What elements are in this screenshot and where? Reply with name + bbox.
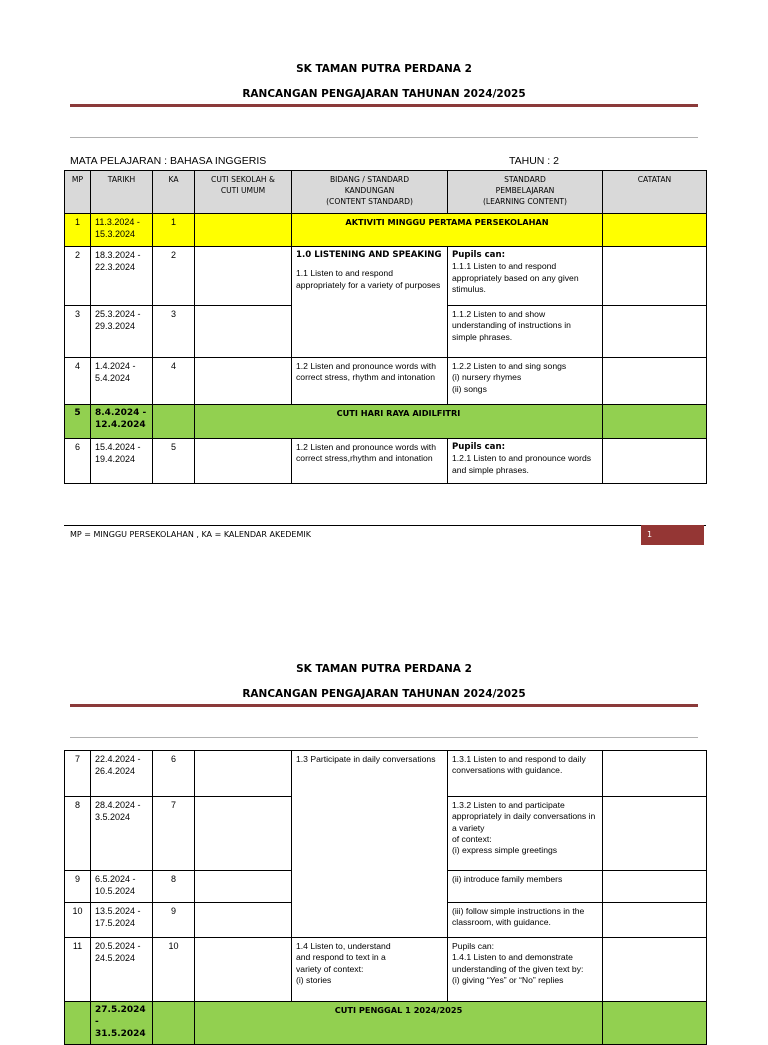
content-line: variety of context:: [296, 963, 364, 974]
notes-cell: [603, 306, 707, 358]
ka-cell: 5: [153, 439, 195, 484]
holiday-cell: [195, 358, 292, 405]
date-cell: 13.5.2024 - 17.5.2024: [91, 903, 153, 938]
holiday-banner: CUTI HARI RAYA AIDILFITRI: [195, 405, 603, 439]
mp-cell: 5: [65, 405, 91, 439]
table-row: [65, 405, 707, 439]
ka-cell: 10: [153, 938, 195, 1002]
mp-cell: 10: [65, 903, 91, 938]
ka-cell: 3: [153, 306, 195, 358]
year-label: TAHUN : 2: [509, 155, 559, 167]
learning-heading: Pupils can:: [452, 250, 506, 260]
learning-line: of context:: [452, 834, 492, 845]
col-mp: MP: [65, 171, 91, 214]
plan-table-page-1: [64, 170, 707, 484]
holiday-cell: [195, 247, 292, 306]
holiday-cell: [195, 871, 292, 903]
learning-line: (i) nursery rhymes: [452, 372, 522, 383]
col-ka: KA: [153, 171, 195, 214]
mp-cell: 4: [65, 358, 91, 405]
notes-cell: [603, 439, 707, 484]
notes-cell: [603, 214, 707, 247]
school-name: SK TAMAN PUTRA PERDANA 2: [296, 663, 472, 675]
notes-cell: [603, 247, 707, 306]
footer-rule: [64, 525, 706, 526]
notes-cell: [603, 903, 707, 938]
divider: [70, 137, 698, 138]
col-cuti: CUTI SEKOLAH & CUTI UMUM: [195, 171, 292, 214]
notes-cell: [603, 938, 707, 1002]
date-cell: 20.5.2024 - 24.5.2024: [91, 938, 153, 1002]
learning-standard-cell: [448, 306, 603, 358]
notes-cell: [603, 1002, 707, 1045]
content-text: 1.2 Listen and pronounce words with correct stress, rhythm and intonation: [296, 361, 436, 383]
ka-cell: [153, 405, 195, 439]
holiday-cell: [195, 306, 292, 358]
col-bidang: BIDANG / STANDARD KANDUNGAN (CONTENT STANDARD): [292, 171, 448, 214]
learning-text: 1.2.1 Listen to and pronounce words and simple phrases.: [452, 453, 592, 475]
mp-cell: 7: [65, 751, 91, 797]
date-cell: 6.5.2024 - 10.5.2024: [91, 871, 153, 903]
content-standard-cell: [292, 247, 448, 358]
notes-cell: [603, 358, 707, 405]
content-text: 1.3 Participate in daily conversations: [296, 754, 436, 764]
date-cell: 27.5.2024 - 31.5.2024: [91, 1002, 153, 1045]
date-cell: 25.3.2024 - 29.3.2024: [91, 306, 153, 358]
ka-cell: 2: [153, 247, 195, 306]
content-heading: 1.0 LISTENING AND SPEAKING: [296, 250, 442, 260]
mp-cell: 11: [65, 938, 91, 1002]
table-row: [65, 938, 707, 1002]
learning-text: 1.1.2 Listen to and show understanding of instructions in simple phrases.: [452, 309, 571, 342]
ka-cell: 9: [153, 903, 195, 938]
ka-cell: 7: [153, 797, 195, 871]
learning-standard-cell: [448, 938, 603, 1002]
notes-cell: [603, 405, 707, 439]
notes-cell: [603, 751, 707, 797]
ka-cell: 6: [153, 751, 195, 797]
mp-cell: 6: [65, 439, 91, 484]
title-rule: [70, 704, 698, 707]
content-standard-cell: [292, 358, 448, 405]
learning-line: Pupils can:: [452, 941, 495, 951]
plan-title: RANCANGAN PENGAJARAN TAHUNAN 2024/2025: [242, 88, 526, 100]
date-cell: 11.3.2024 - 15.3.2024: [91, 214, 153, 247]
learning-text: (iii) follow simple instructions in the classroom, with guidance.: [452, 906, 585, 928]
content-text: 1.1 Listen to and respond appropriately for a variety of purposes: [296, 268, 441, 290]
content-text: 1.2 Listen and pronounce words with correct stress,rhythm and intonation: [296, 442, 436, 464]
content-standard-cell: [292, 439, 448, 484]
holiday-cell: [195, 938, 292, 1002]
col-tarikh: TARIKH: [91, 171, 153, 214]
learning-line: 1.2.2 Listen to and sing songs: [452, 361, 567, 371]
notes-cell: [603, 797, 707, 871]
date-cell: 28.4.2024 - 3.5.2024: [91, 797, 153, 871]
footer-legend: MP = MINGGU PERSEKOLAHAN , KA = KALENDAR AKEDEMIK: [70, 530, 311, 539]
holiday-cell: [195, 439, 292, 484]
ka-cell: 8: [153, 871, 195, 903]
date-cell: 15.4.2024 - 19.4.2024: [91, 439, 153, 484]
activity-banner: AKTIVITI MINGGU PERTAMA PERSEKOLAHAN: [292, 214, 603, 247]
ka-cell: [153, 1002, 195, 1045]
learning-text: 1.1.1 Listen to and respond appropriately based on any given stimulus.: [452, 261, 579, 295]
learning-line: (i) express simple greetings: [452, 845, 558, 856]
mp-cell: 2: [65, 247, 91, 306]
learning-standard-cell: [448, 751, 603, 797]
learning-line: (i) giving “Yes” or “No” replies: [452, 975, 564, 986]
content-standard-cell: [292, 751, 448, 938]
ka-cell: 1: [153, 214, 195, 247]
content-standard-cell: [292, 938, 448, 1002]
plan-table-page-2: [64, 750, 707, 1045]
plan-title: RANCANGAN PENGAJARAN TAHUNAN 2024/2025: [242, 688, 526, 700]
ka-cell: 4: [153, 358, 195, 405]
holiday-banner: CUTI PENGGAL 1 2024/2025: [195, 1002, 603, 1045]
table-row: [65, 358, 707, 405]
table-row: [65, 1002, 707, 1045]
mp-cell: 9: [65, 871, 91, 903]
content-line: and respond to text in a: [296, 952, 386, 963]
holiday-cell: [195, 751, 292, 797]
table-row: [65, 751, 707, 797]
school-name: SK TAMAN PUTRA PERDANA 2: [296, 63, 472, 75]
mp-cell: 8: [65, 797, 91, 871]
date-cell: 22.4.2024 - 26.4.2024: [91, 751, 153, 797]
learning-standard-cell: [448, 871, 603, 903]
holiday-cell: [195, 214, 292, 247]
learning-text: 1.3.1 Listen to and respond to daily conversations with guidance.: [452, 754, 586, 776]
mp-cell: 1: [65, 214, 91, 247]
learning-line: 1.3.2 Listen to and participate appropriately in daily conversations in a variety: [452, 800, 596, 833]
table-row: [65, 247, 707, 306]
col-catatan: CATATAN: [603, 171, 707, 214]
mp-cell: 3: [65, 306, 91, 358]
holiday-cell: [195, 903, 292, 938]
page-number-badge: 1: [641, 525, 704, 545]
learning-line: (ii) songs: [452, 383, 487, 394]
mp-cell: [65, 1002, 91, 1045]
learning-standard-cell: [448, 358, 603, 405]
title-rule: [70, 104, 698, 107]
date-cell: 18.3.2024 - 22.3.2024: [91, 247, 153, 306]
notes-cell: [603, 871, 707, 903]
table-row: [65, 214, 707, 247]
content-line: 1.4 Listen to, understand: [296, 941, 391, 951]
learning-standard-cell: [448, 797, 603, 871]
date-cell: 8.4.2024 - 12.4.2024: [91, 405, 153, 439]
learning-standard-cell: [448, 903, 603, 938]
table-row: [65, 439, 707, 484]
learning-line: 1.4.1 Listen to and demonstrate understanding of the given text by:: [452, 952, 584, 974]
learning-standard-cell: [448, 247, 603, 306]
learning-text: (ii) introduce family members: [452, 874, 563, 884]
subject-label: MATA PELAJARAN : BAHASA INGGERIS: [70, 155, 267, 167]
divider: [70, 737, 698, 738]
header-row: [65, 171, 707, 214]
holiday-cell: [195, 797, 292, 871]
date-cell: 1.4.2024 - 5.4.2024: [91, 358, 153, 405]
learning-heading: Pupils can:: [452, 442, 506, 452]
learning-standard-cell: [448, 439, 603, 484]
content-line: (i) stories: [296, 975, 332, 986]
col-standard: STANDARD PEMBELAJARAN (LEARNING CONTENT): [448, 171, 603, 214]
